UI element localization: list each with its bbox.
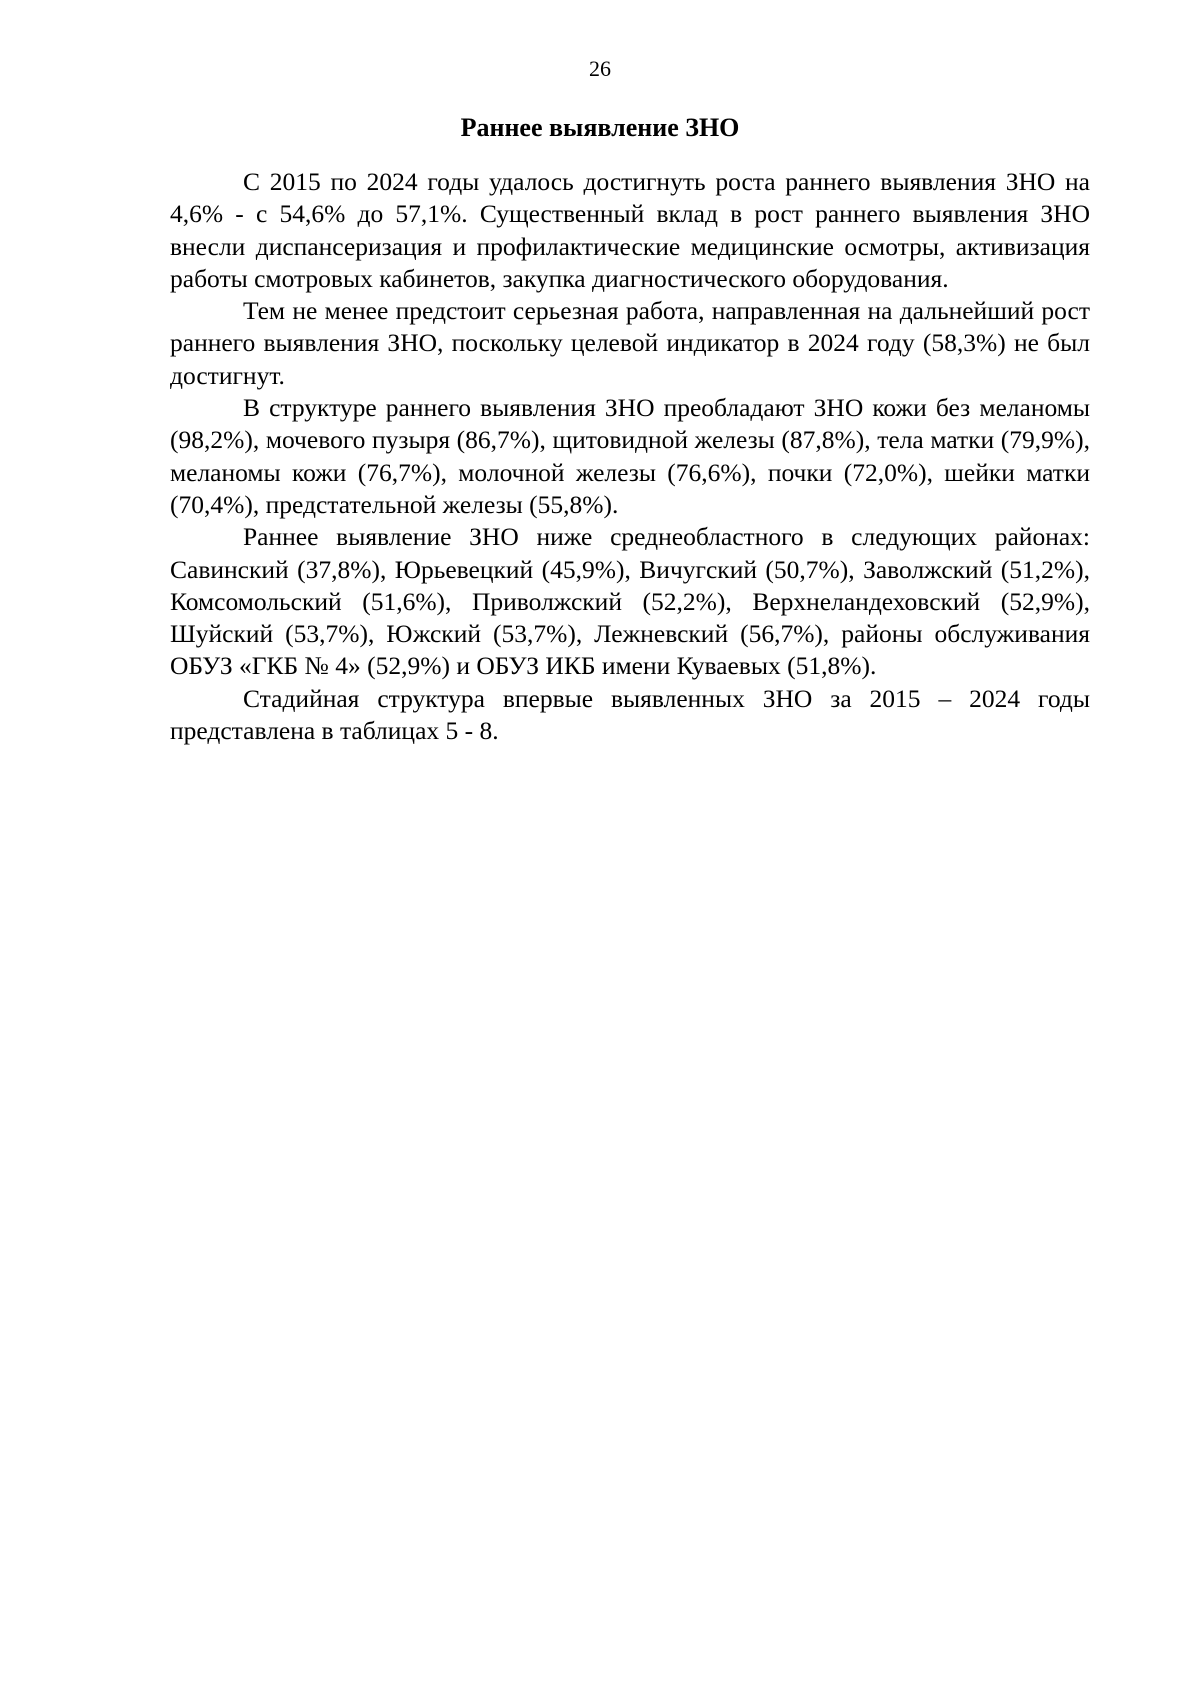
paragraph-early-detection-growth: С 2015 по 2024 годы удалось достигнуть роста раннего выявления ЗНО на 4,6% - с 54,6% до 57,1%. Существенный вклад в рост раннего выявления ЗНО внесли диспансеризация и профилактические медицинские осмотры, активизация работы смотровых кабинетов, закупка диагностического оборудования. [170, 167, 1090, 293]
page-number: 26 [589, 56, 611, 81]
paragraph-target-indicator: Тем не менее предстоит серьезная работа, направленная на дальнейший рост раннего выявления ЗНО, поскольку целевой индикатор в 2024 году (58,3%) не был достигнут. [170, 296, 1090, 390]
paragraph-stage-structure-reference: Стадийная структура впервые выявленных ЗНО за 2015 – 2024 годы представлена в таблицах 5 - 8. [170, 683, 1090, 746]
section-title: Раннее выявление ЗНО [460, 113, 740, 142]
paragraph-structure-by-site: В структуре раннего выявления ЗНО преобладают ЗНО кожи без меланомы (98,2%), мочевого пузыря (86,7%), щитовидной железы (87,8%), тела матки (79,9%), меланомы кожи (76,7%), молочной железы (76,6%), почки (72,0%), шейки матки (70,4%), предстательной железы (55,8%). [170, 393, 1090, 519]
paragraph-districts-below-average: Раннее выявление ЗНО ниже среднеобластного в следующих районах: Савинский (37,8%), Юрьевецкий (45,9%), Вичугский (50,7%), Заволжский (51,2%), Комсомольский (51,6%), Приволжский (52,2%), Верхнеландеховский (52,9%), Шуйский (53,7%), Южский (53,7%), Лежневский (56,7%), районы обслуживания ОБУЗ «ГКБ № 4» (52,9%) и ОБУЗ ИКБ имени Куваевых (51,8%). [170, 522, 1090, 681]
body-text [170, 166, 1090, 747]
